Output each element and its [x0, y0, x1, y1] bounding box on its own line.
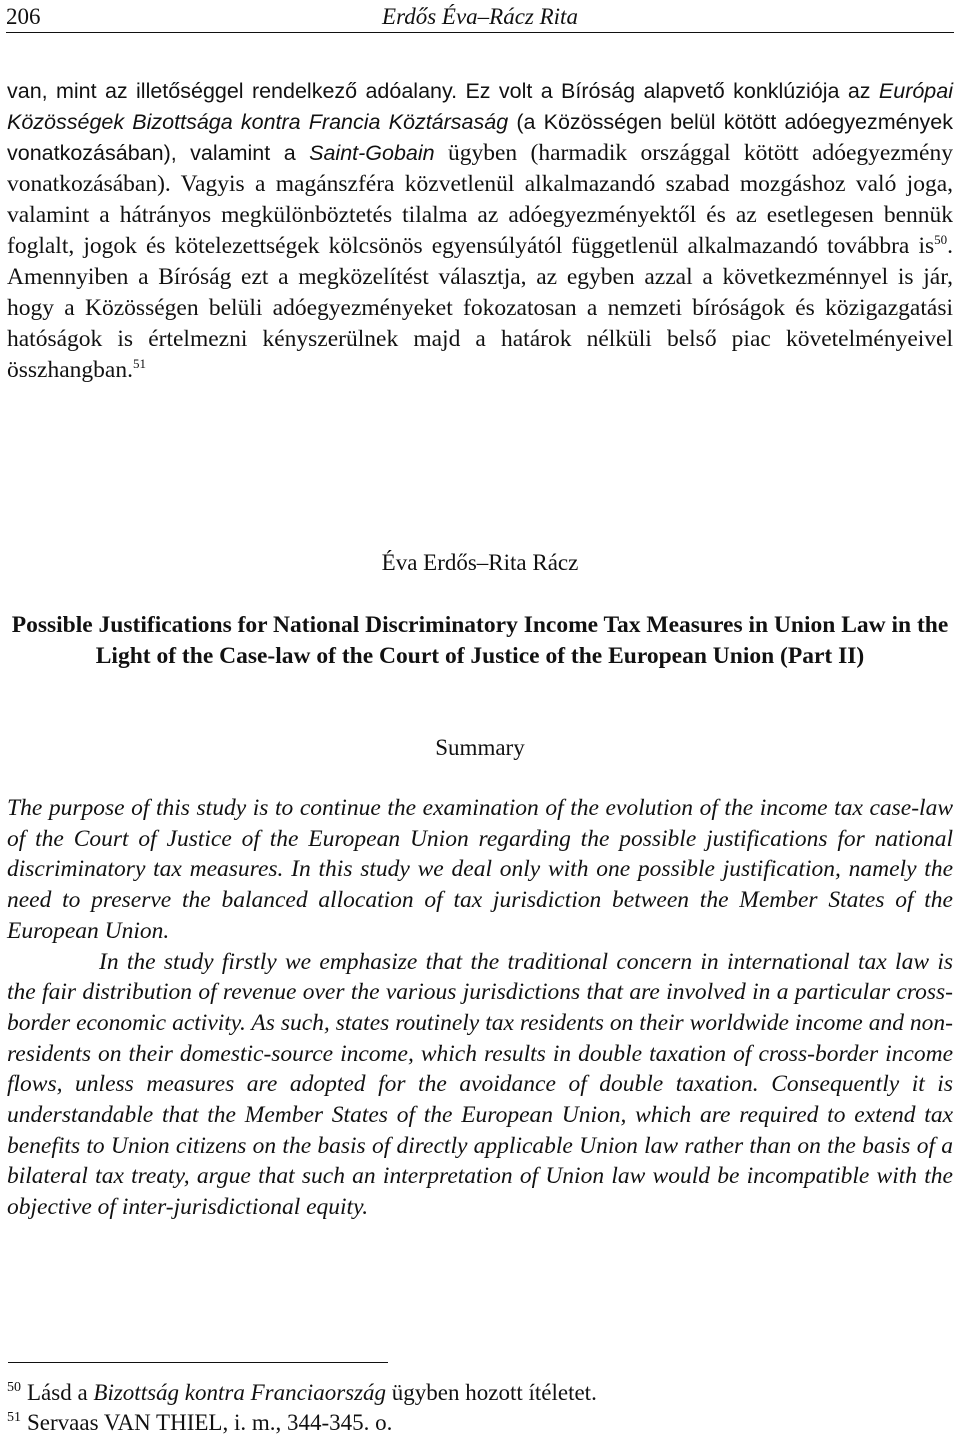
- body-segment: . Amennyiben a Bíróság ezt a megközelítést választja, az egyben azzal a következménnyel is jár, hogy a Közösségen belüli adóegyezményeket fokozatosan a nemzeti bíróságok és közigazgatási hatóságok is értelmezni kényszerülnek majd a határok nélküli belső piac követelményeivel összhangban.: [7, 233, 953, 383]
- summary-paragraph-1: The purpose of this study is to continue the examination of the evolution of the income tax case-law of the Court of Justice of the European Union regarding the possible justifications for national discriminatory tax measures. In this study we deal only with one possible justification, namely the need to preserve the balanced allocation of tax jurisdiction between the Member States of the European Union.: [7, 795, 953, 944]
- body-segment: ügyben (harmadik országgal kötött adóegyezmény vonatkozásában). Vagyis a magánszféra közvetlenül alkalmazandó szabad mozgáshoz való joga, valamint a hátrányos megkülönböztetés tilalma az adóegyezményektől és az esetlegesen bennük foglalt, jogok és kötelezettségek kölcsönös egyensúlyától függetlenül alkalmazandó továbbra is: [7, 140, 953, 259]
- footnote: [7, 1408, 953, 1438]
- footnote-number: 50: [7, 1380, 21, 1395]
- footnotes: [7, 1378, 953, 1438]
- english-authors: Éva Erdős–Rita Rácz: [381, 550, 579, 575]
- english-title: Possible Justifications for National Discriminatory Income Tax Measures in Union Law in the Light of the Case-law of the Court of Justice of the European Union (Part II): [11, 612, 949, 669]
- footnote-ref[interactable]: 50: [934, 232, 948, 247]
- page-number: 206: [6, 4, 41, 29]
- footnote: [7, 1378, 953, 1408]
- body-paragraph: [7, 76, 953, 386]
- summary-heading: Summary: [435, 735, 525, 760]
- footnote-text: ügyben hozott ítéletet.: [386, 1380, 597, 1405]
- footnote-case-name: Bizottság kontra Franciaország: [93, 1380, 387, 1405]
- body-segment: (a Közösségen belül kötött adóegyezmények vonatkozásában), valamint a: [7, 110, 953, 165]
- summary-text: [7, 793, 953, 1223]
- case-name: Saint-Gobain: [309, 141, 435, 165]
- page-header: [6, 2, 954, 33]
- footnote-number: 51: [7, 1410, 21, 1425]
- summary-paragraph-2: In the study firstly we emphasize that the traditional concern in international tax law is the fair distribution of revenue over the various jurisdictions that are involved in a particular cross-border economic activity. As such, states routinely tax residents on their worldwide income and non-residents on their domestic-source income, which results in double taxation of cross-border income flows, unless measures are adopted for the avoidance of double taxation. Consequently it is understandable that the Member States of the European Union, which are required to extend tax benefits to Union citizens on the basis of directly applicable Union law rather than on the basis of a bilateral tax treaty, argue that such an interpretation of Union law would be incompatible with the objective of inter-jurisdictional equity.: [7, 948, 953, 1221]
- footnote-separator: [8, 1362, 388, 1363]
- running-head: Erdős Éva–Rácz Rita: [382, 4, 578, 29]
- case-name: Európai Közösségek Bizottsága kontra Francia Köztársaság: [7, 79, 953, 134]
- hungarian-body-text: [7, 76, 953, 386]
- footnote-ref[interactable]: 51: [132, 356, 146, 371]
- body-segment: van, mint az illetőséggel rendelkező adóalany. Ez volt a Bíróság alapvető konklúziója az: [7, 79, 879, 103]
- footnote-text: Lásd a: [27, 1380, 94, 1405]
- footnote-text: Servaas VAN THIEL, i. m., 344-345. o.: [27, 1410, 393, 1435]
